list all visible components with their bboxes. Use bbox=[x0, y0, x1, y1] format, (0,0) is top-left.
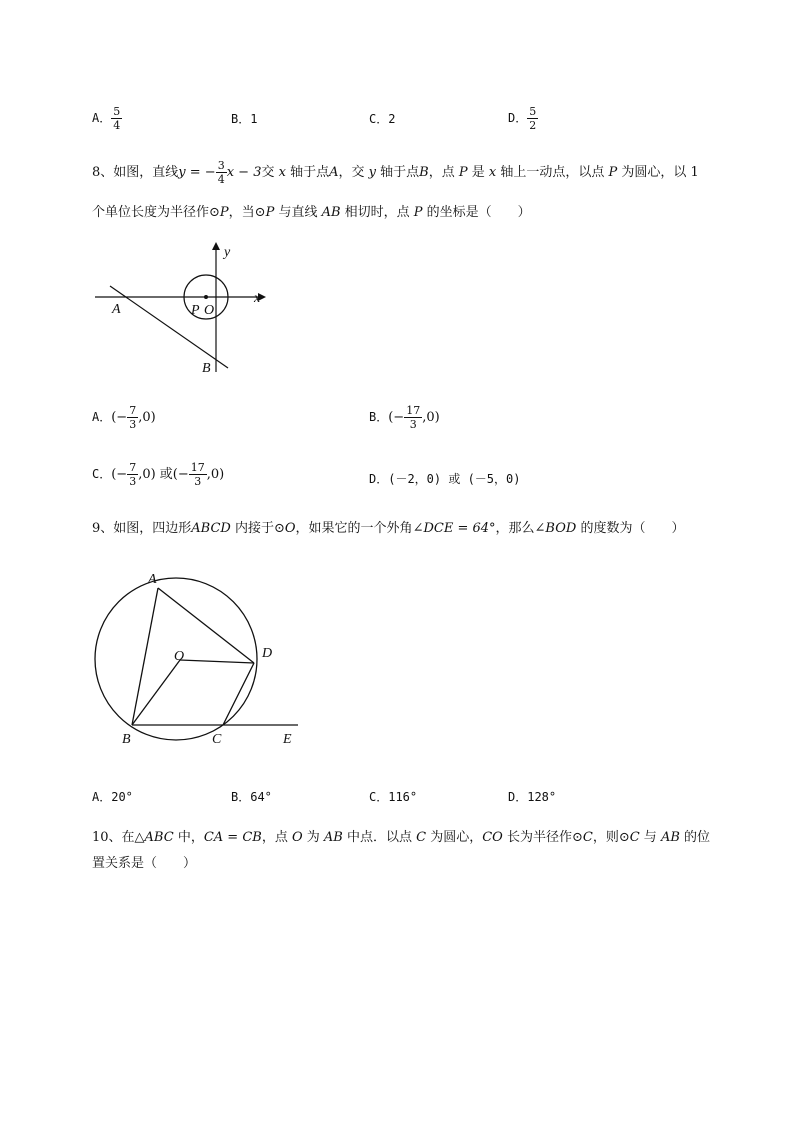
numerator: 7 bbox=[129, 461, 137, 474]
math-var: x bbox=[278, 165, 286, 180]
text: 轴于点 bbox=[375, 165, 420, 180]
fraction bbox=[127, 462, 138, 487]
q8-stem-line1 bbox=[92, 160, 699, 185]
q8-option-b bbox=[369, 405, 440, 430]
text: 交 bbox=[261, 165, 279, 180]
text: ，点 bbox=[428, 165, 459, 180]
label-a: A bbox=[148, 572, 157, 587]
text: ，点 bbox=[261, 830, 292, 845]
math-expr: ∠DCE = 64° bbox=[412, 521, 496, 536]
denominator: 4 bbox=[113, 119, 121, 132]
numerator: 3 bbox=[217, 159, 225, 172]
math-var: O bbox=[284, 521, 296, 536]
q8-figure bbox=[90, 240, 280, 380]
point-p bbox=[204, 295, 208, 299]
math-var: y bbox=[368, 165, 376, 180]
math-var: C bbox=[416, 830, 427, 845]
label-b: B bbox=[202, 361, 211, 376]
label-d: D bbox=[262, 646, 273, 661]
text: 个单位长度为半径作⊙ bbox=[92, 205, 220, 220]
text: 8、如图，直线 bbox=[92, 165, 179, 180]
math-expr: x − 3 bbox=[226, 165, 262, 180]
denominator: 3 bbox=[194, 475, 202, 488]
math-var: B bbox=[419, 165, 429, 180]
math-expr: CA = CB bbox=[203, 830, 262, 845]
fraction bbox=[111, 106, 122, 131]
option-label: B． bbox=[369, 410, 389, 424]
numerator: 17 bbox=[190, 461, 205, 474]
numerator: 7 bbox=[129, 404, 137, 417]
math-var: O bbox=[291, 830, 303, 845]
text: 相切时，点 bbox=[340, 205, 414, 220]
text: ,0) bbox=[422, 410, 440, 425]
math-var: C bbox=[629, 830, 640, 845]
segment-ab bbox=[132, 588, 158, 725]
math-var: P bbox=[458, 165, 468, 180]
q9-option-b: B．64° bbox=[231, 790, 272, 804]
q8-option-d: D．(－2，0) 或 (－5，0) bbox=[369, 472, 521, 486]
label-c: C bbox=[212, 732, 222, 747]
q8-option-c bbox=[92, 462, 224, 487]
text: 轴于点 bbox=[285, 165, 330, 180]
segment-ad bbox=[158, 588, 254, 663]
fraction bbox=[127, 405, 138, 430]
text: 为 bbox=[302, 830, 324, 845]
text: 9、如图，四边形 bbox=[92, 521, 192, 536]
math-op: = − bbox=[185, 165, 216, 180]
q9-option-c: C．116° bbox=[369, 790, 418, 804]
text: 长为半径作⊙ bbox=[502, 830, 583, 845]
text: 与 bbox=[639, 830, 661, 845]
math-var: ABC bbox=[144, 830, 174, 845]
text: ，交 bbox=[338, 165, 369, 180]
denominator: 4 bbox=[217, 173, 225, 186]
math-var: CO bbox=[482, 830, 503, 845]
text: 中点．以点 bbox=[342, 830, 417, 845]
text: (− bbox=[111, 467, 128, 482]
q7-option-b: B．1 bbox=[231, 112, 258, 126]
q9-option-a: A．20° bbox=[92, 790, 133, 804]
text: ，那么 bbox=[495, 521, 535, 536]
q7-option-c: C．2 bbox=[369, 112, 396, 126]
math-var: P bbox=[265, 205, 275, 220]
label-o: O bbox=[204, 303, 215, 318]
denominator: 3 bbox=[129, 475, 137, 488]
math-var: x bbox=[488, 165, 497, 180]
math-var: y bbox=[178, 165, 186, 180]
segment-ob bbox=[132, 660, 180, 725]
label-x: x bbox=[254, 291, 261, 306]
math-var: AB bbox=[660, 830, 680, 845]
text: ,0) bbox=[206, 467, 225, 482]
text: ，则⊙ bbox=[592, 830, 630, 845]
text: 轴上一动点，以点 bbox=[496, 165, 609, 180]
fraction bbox=[189, 462, 207, 487]
denominator: 3 bbox=[129, 418, 137, 431]
numerator: 17 bbox=[406, 404, 421, 417]
option-label: D． bbox=[508, 111, 528, 125]
text: 与直线 bbox=[274, 205, 322, 220]
math-expr: ∠BOD bbox=[534, 521, 577, 536]
text: ，当⊙ bbox=[228, 205, 266, 220]
math-var: P bbox=[219, 205, 229, 220]
option-label: C． bbox=[92, 467, 112, 481]
q7-option-d bbox=[508, 106, 538, 131]
y-axis-arrow bbox=[212, 242, 220, 250]
text: ,0) bbox=[138, 410, 156, 425]
segment-od bbox=[180, 660, 254, 663]
q9-stem bbox=[92, 517, 684, 536]
q9-figure bbox=[92, 565, 307, 750]
text: 的位 bbox=[679, 830, 711, 845]
text: 中， bbox=[173, 830, 204, 845]
label-y: y bbox=[224, 245, 231, 260]
label-e: E bbox=[283, 732, 292, 747]
math-var: A bbox=[329, 165, 339, 180]
q9-option-d: D．128° bbox=[508, 790, 557, 804]
math-var: ABCD bbox=[191, 521, 231, 536]
line-ab bbox=[110, 286, 228, 368]
text: 的度数为（ ） bbox=[576, 521, 685, 536]
q8-option-a bbox=[92, 405, 156, 430]
text: ，如果它的一个外角 bbox=[295, 521, 413, 536]
option-label: A． bbox=[92, 111, 112, 125]
text: 10、在△ bbox=[92, 830, 145, 845]
numerator: 5 bbox=[113, 105, 121, 118]
label-p: P bbox=[191, 303, 200, 318]
fraction bbox=[404, 405, 422, 430]
math-var: P bbox=[413, 205, 423, 220]
math-var: C bbox=[582, 830, 593, 845]
label-a: A bbox=[112, 302, 121, 317]
denominator: 3 bbox=[409, 418, 417, 431]
text: 是 bbox=[467, 165, 489, 180]
text: (− bbox=[388, 410, 405, 425]
q8-stem-line2 bbox=[92, 201, 531, 220]
q7-option-a bbox=[92, 106, 122, 131]
text: ,0) 或(− bbox=[138, 467, 189, 482]
denominator: 2 bbox=[529, 119, 537, 132]
math-var: AB bbox=[321, 205, 341, 220]
q10-stem-line1 bbox=[92, 826, 710, 845]
fraction bbox=[527, 106, 538, 131]
math-var: AB bbox=[323, 830, 343, 845]
q10-stem-line2: 置关系是（ ） bbox=[92, 856, 197, 871]
text: 为圆心，以 1 bbox=[617, 165, 699, 180]
text: 内接于⊙ bbox=[230, 521, 285, 536]
label-b: B bbox=[122, 732, 131, 747]
fraction bbox=[216, 160, 227, 185]
label-o: O bbox=[174, 649, 185, 664]
text: (− bbox=[111, 410, 128, 425]
numerator: 5 bbox=[529, 105, 537, 118]
text: 的坐标是（ ） bbox=[422, 205, 531, 220]
option-label: A． bbox=[92, 410, 112, 424]
math-var: P bbox=[608, 165, 618, 180]
text: 为圆心， bbox=[426, 830, 483, 845]
